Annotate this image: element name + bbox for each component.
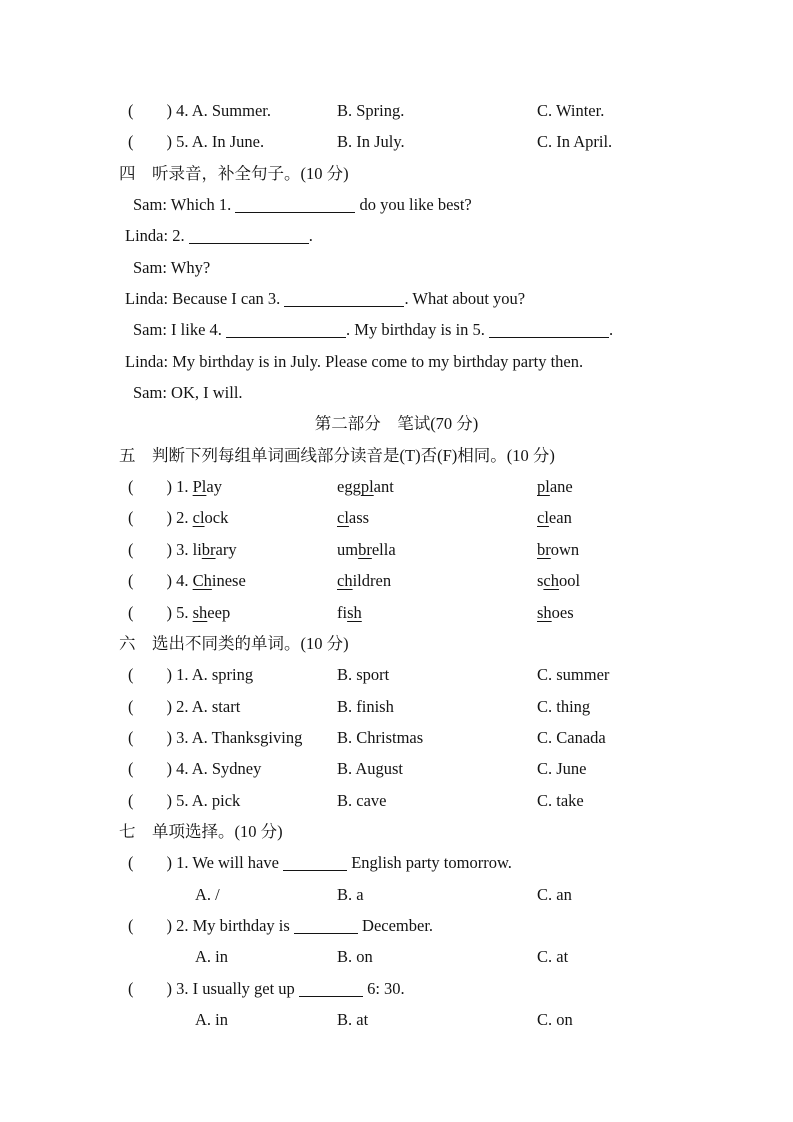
odd-one-out-row-1 — [0, 659, 793, 690]
question-stem: ( ) 2. My birthday is December. — [128, 915, 434, 935]
dialogue-text: Linda: My birthday is in July. Please come to my birthday party then. — [125, 351, 584, 371]
dialogue-line-linda-2 — [0, 220, 793, 251]
choice-option-c: C. In April. — [537, 132, 613, 152]
odd-one-out-row-5 — [0, 785, 793, 816]
choice-option-a: ( ) 4. A. Sydney — [128, 759, 262, 779]
choice-option-a: ( ) 2. A. start — [128, 696, 241, 716]
dialogue-text: Linda: Because I can 3. . What about you? — [125, 289, 526, 309]
word-col3: shoes — [537, 602, 574, 622]
choice-option-a: ( ) 5. A. pick — [128, 790, 241, 810]
exam-content — [0, 95, 793, 1035]
question-stem: ( ) 3. I usually get up 6: 30. — [128, 978, 405, 998]
question-stem: ( ) 1. We will have English party tomorrow. — [128, 853, 512, 873]
section5-header — [0, 440, 793, 471]
section-title: 五 判断下列每组单词画线部分读音是(T)否(F)相同。(10 分) — [119, 445, 555, 465]
choice-option-b: B. Christmas — [337, 727, 424, 747]
dialogue-line-sam-4 — [0, 314, 793, 345]
section4-header — [0, 158, 793, 189]
dialogue-text: Sam: Which 1. do you like best? — [133, 195, 472, 215]
choice-option-b: B. finish — [337, 696, 394, 716]
choice-option-c: C. Winter. — [537, 101, 605, 120]
choice-option-b: B. sport — [337, 665, 390, 685]
answer-blank — [294, 921, 358, 934]
choice-option-b: B. In July. — [337, 132, 405, 152]
dialogue-text: Sam: OK, I will. — [133, 383, 243, 403]
pronunciation-row-1 — [0, 471, 793, 502]
choice-option-b: B. cave — [337, 790, 387, 810]
dialogue-line-sam-1 — [0, 189, 793, 220]
choice-option-a: ( ) 5. A. In June. — [128, 132, 265, 152]
choice-option-b: B. a — [337, 884, 364, 904]
pronunciation-row-3 — [0, 534, 793, 565]
word-col3: plane — [537, 477, 573, 497]
choice-option-c: C. on — [537, 1009, 573, 1029]
section-title: 七 单项选择。(10 分) — [119, 821, 283, 841]
choice-option-b: B. at — [337, 1009, 369, 1029]
dialogue-text: Linda: 2. . — [125, 226, 313, 246]
listening-choice-row-4 — [0, 95, 793, 126]
choice-option-c: C. Canada — [537, 727, 606, 747]
choice-option-c: C. thing — [537, 696, 591, 716]
pronunciation-row-4 — [0, 565, 793, 596]
answer-blank-4 — [226, 325, 346, 338]
odd-one-out-row-3 — [0, 722, 793, 753]
word-col2: fish — [337, 602, 362, 622]
mc-question-3-stem — [0, 973, 793, 1004]
mc-question-2-options — [0, 941, 793, 972]
choice-option-a: ( ) 1. A. spring — [128, 665, 254, 685]
choice-option-a: A. in — [195, 947, 228, 967]
dialogue-line-linda-july — [0, 346, 793, 377]
word-col2: umbrella — [337, 539, 396, 559]
answer-blank-5 — [489, 325, 609, 338]
pronunciation-row-5 — [0, 597, 793, 628]
dialogue-line-sam-why — [0, 252, 793, 283]
choice-option-c: C. at — [537, 947, 569, 967]
answer-blank — [283, 858, 347, 871]
word-col2: class — [337, 508, 370, 528]
word-col3: brown — [537, 539, 580, 559]
word-col3: clean — [537, 508, 572, 528]
choice-option-b: B. Spring. — [337, 101, 405, 120]
section-title: 六 选出不同类的单词。(10 分) — [119, 633, 349, 653]
choice-option-c: C. an — [537, 884, 572, 904]
word-col1: ( ) 2. clock — [128, 508, 229, 528]
word-col1: ( ) 5. sheep — [128, 602, 231, 622]
word-col2: eggplant — [337, 477, 394, 497]
part2-title: 第二部分 笔试(70 分) — [314, 414, 479, 434]
mc-question-2-stem — [0, 910, 793, 941]
choice-option-b: B. on — [337, 947, 373, 967]
mc-question-1-options — [0, 879, 793, 910]
word-col1: ( ) 3. library — [128, 539, 237, 559]
listening-choice-row-5 — [0, 126, 793, 157]
word-col1: ( ) 4. Chinese — [128, 571, 246, 591]
choice-option-c: C. take — [537, 790, 584, 810]
pronunciation-row-2 — [0, 502, 793, 533]
mc-question-3-options — [0, 1004, 793, 1035]
choice-option-a: A. / — [195, 884, 220, 904]
section-title: 四 听录音，补全句子。(10 分) — [119, 163, 349, 183]
choice-option-c: C. June — [537, 759, 587, 779]
dialogue-text: Sam: I like 4. . My birthday is in 5. . — [133, 320, 614, 340]
word-col2: children — [337, 571, 392, 591]
odd-one-out-row-4 — [0, 753, 793, 784]
answer-blank-3 — [284, 294, 404, 307]
mc-question-1-stem — [0, 847, 793, 878]
choice-option-a: A. in — [195, 1009, 228, 1029]
dialogue-line-linda-3 — [0, 283, 793, 314]
part2-banner — [0, 408, 793, 439]
choice-option-a: ( ) 3. A. Thanksgiving — [128, 727, 303, 747]
odd-one-out-row-2 — [0, 691, 793, 722]
answer-blank — [299, 984, 363, 997]
answer-blank-1 — [235, 200, 355, 213]
dialogue-text: Sam: Why? — [133, 257, 211, 277]
dialogue-line-sam-ok — [0, 377, 793, 408]
choice-option-c: C. summer — [537, 665, 610, 685]
section6-header — [0, 628, 793, 659]
choice-option-a: ( ) 4. A. Summer. — [128, 101, 271, 120]
word-col3: school — [537, 571, 581, 591]
answer-blank-2 — [189, 231, 309, 244]
choice-option-b: B. August — [337, 759, 404, 779]
word-col1: ( ) 1. Play — [128, 477, 222, 497]
section7-header — [0, 816, 793, 847]
